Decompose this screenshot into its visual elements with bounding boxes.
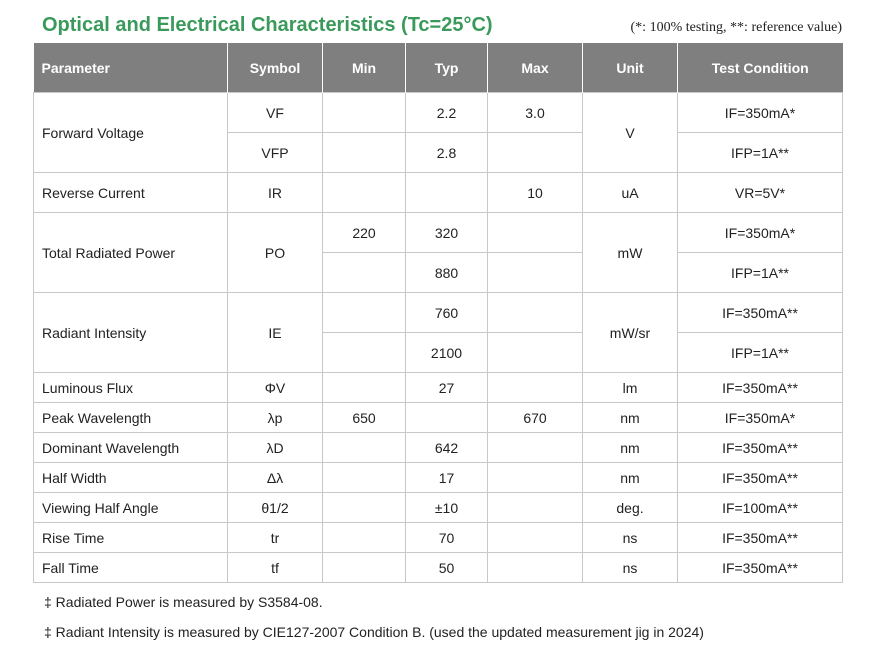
param-cell: Radiant Intensity <box>34 293 228 373</box>
min-cell <box>323 173 406 213</box>
table-row <box>34 433 843 463</box>
condition-cell: IFP=1A** <box>678 333 843 373</box>
footnote-radiated-power: ‡ Radiated Power is measured by S3584-08. <box>44 594 323 610</box>
table-row <box>34 173 843 213</box>
condition-cell: IF=350mA* <box>678 93 843 133</box>
min-cell <box>323 523 406 553</box>
param-cell: Reverse Current <box>34 173 228 213</box>
header-symbol: Symbol <box>228 43 323 93</box>
table-row <box>34 493 843 523</box>
unit-cell: mW/sr <box>583 293 678 373</box>
symbol-cell: Δλ <box>228 463 323 493</box>
condition-cell: IF=350mA* <box>678 403 843 433</box>
max-cell <box>488 463 583 493</box>
typ-cell: 17 <box>406 463 488 493</box>
header-min: Min <box>323 43 406 93</box>
table-header-row <box>34 43 843 93</box>
max-cell <box>488 523 583 553</box>
typ-cell: 642 <box>406 433 488 463</box>
typ-cell: 70 <box>406 523 488 553</box>
param-cell: Rise Time <box>34 523 228 553</box>
min-cell: 220 <box>323 213 406 253</box>
table-row <box>34 403 843 433</box>
min-cell <box>323 93 406 133</box>
min-cell <box>323 493 406 523</box>
symbol-cell: λp <box>228 403 323 433</box>
typ-cell: ±10 <box>406 493 488 523</box>
table-row <box>34 523 843 553</box>
condition-cell: IF=350mA** <box>678 433 843 463</box>
param-cell: Luminous Flux <box>34 373 228 403</box>
condition-cell: IF=350mA** <box>678 463 843 493</box>
symbol-cell: tr <box>228 523 323 553</box>
page-title: Optical and Electrical Characteristics (Tc=25°C) <box>42 14 493 36</box>
testing-note: (*: 100% testing, **: reference value) <box>630 20 842 35</box>
param-cell: Half Width <box>34 463 228 493</box>
table-row <box>34 93 843 133</box>
max-cell <box>488 553 583 583</box>
unit-cell: ns <box>583 553 678 583</box>
condition-cell: IF=350mA** <box>678 293 843 333</box>
header-typ: Typ <box>406 43 488 93</box>
max-cell <box>488 293 583 333</box>
param-cell: Total Radiated Power <box>34 213 228 293</box>
min-cell <box>323 553 406 583</box>
condition-cell: IF=350mA** <box>678 373 843 403</box>
unit-cell: uA <box>583 173 678 213</box>
table-row <box>34 553 843 583</box>
condition-cell: IFP=1A** <box>678 253 843 293</box>
unit-cell: mW <box>583 213 678 293</box>
unit-cell: ns <box>583 523 678 553</box>
header-parameter: Parameter <box>34 43 228 93</box>
condition-cell: IF=100mA** <box>678 493 843 523</box>
symbol-cell: IR <box>228 173 323 213</box>
unit-cell: nm <box>583 403 678 433</box>
max-cell <box>488 433 583 463</box>
symbol-cell: tf <box>228 553 323 583</box>
condition-cell: VR=5V* <box>678 173 843 213</box>
max-cell <box>488 253 583 293</box>
footnote-radiant-intensity: ‡ Radiant Intensity is measured by CIE127-2007 Condition B. (used the updated measurement jig in 2024) <box>44 624 704 640</box>
param-cell: Fall Time <box>34 553 228 583</box>
min-cell <box>323 333 406 373</box>
min-cell <box>323 293 406 333</box>
symbol-cell: IE <box>228 293 323 373</box>
symbol-cell: VF <box>228 93 323 133</box>
header-max: Max <box>488 43 583 93</box>
unit-cell: lm <box>583 373 678 403</box>
typ-cell <box>406 403 488 433</box>
unit-cell: V <box>583 93 678 173</box>
max-cell <box>488 373 583 403</box>
max-cell: 3.0 <box>488 93 583 133</box>
typ-cell: 880 <box>406 253 488 293</box>
max-cell <box>488 133 583 173</box>
param-cell: Peak Wavelength <box>34 403 228 433</box>
unit-cell: deg. <box>583 493 678 523</box>
typ-cell <box>406 173 488 213</box>
typ-cell: 2100 <box>406 333 488 373</box>
min-cell <box>323 463 406 493</box>
condition-cell: IF=350mA* <box>678 213 843 253</box>
param-cell: Dominant Wavelength <box>34 433 228 463</box>
symbol-cell: λD <box>228 433 323 463</box>
max-cell: 10 <box>488 173 583 213</box>
table-row <box>34 213 843 253</box>
typ-cell: 760 <box>406 293 488 333</box>
param-cell: Forward Voltage <box>34 93 228 173</box>
typ-cell: 50 <box>406 553 488 583</box>
table-row <box>34 373 843 403</box>
symbol-cell: VFP <box>228 133 323 173</box>
min-cell: 650 <box>323 403 406 433</box>
param-cell: Viewing Half Angle <box>34 493 228 523</box>
unit-cell: nm <box>583 433 678 463</box>
max-cell <box>488 213 583 253</box>
min-cell <box>323 133 406 173</box>
typ-cell: 320 <box>406 213 488 253</box>
unit-cell: nm <box>583 463 678 493</box>
condition-cell: IF=350mA** <box>678 553 843 583</box>
header-test-condition: Test Condition <box>678 43 843 93</box>
symbol-cell: θ1/2 <box>228 493 323 523</box>
table-row <box>34 293 843 333</box>
characteristics-table <box>33 43 843 583</box>
table-row <box>34 463 843 493</box>
typ-cell: 2.8 <box>406 133 488 173</box>
max-cell <box>488 333 583 373</box>
max-cell <box>488 493 583 523</box>
header-unit: Unit <box>583 43 678 93</box>
typ-cell: 2.2 <box>406 93 488 133</box>
min-cell <box>323 373 406 403</box>
symbol-cell: ΦV <box>228 373 323 403</box>
symbol-cell: PO <box>228 213 323 293</box>
min-cell <box>323 433 406 463</box>
typ-cell: 27 <box>406 373 488 403</box>
condition-cell: IF=350mA** <box>678 523 843 553</box>
min-cell <box>323 253 406 293</box>
max-cell: 670 <box>488 403 583 433</box>
condition-cell: IFP=1A** <box>678 133 843 173</box>
